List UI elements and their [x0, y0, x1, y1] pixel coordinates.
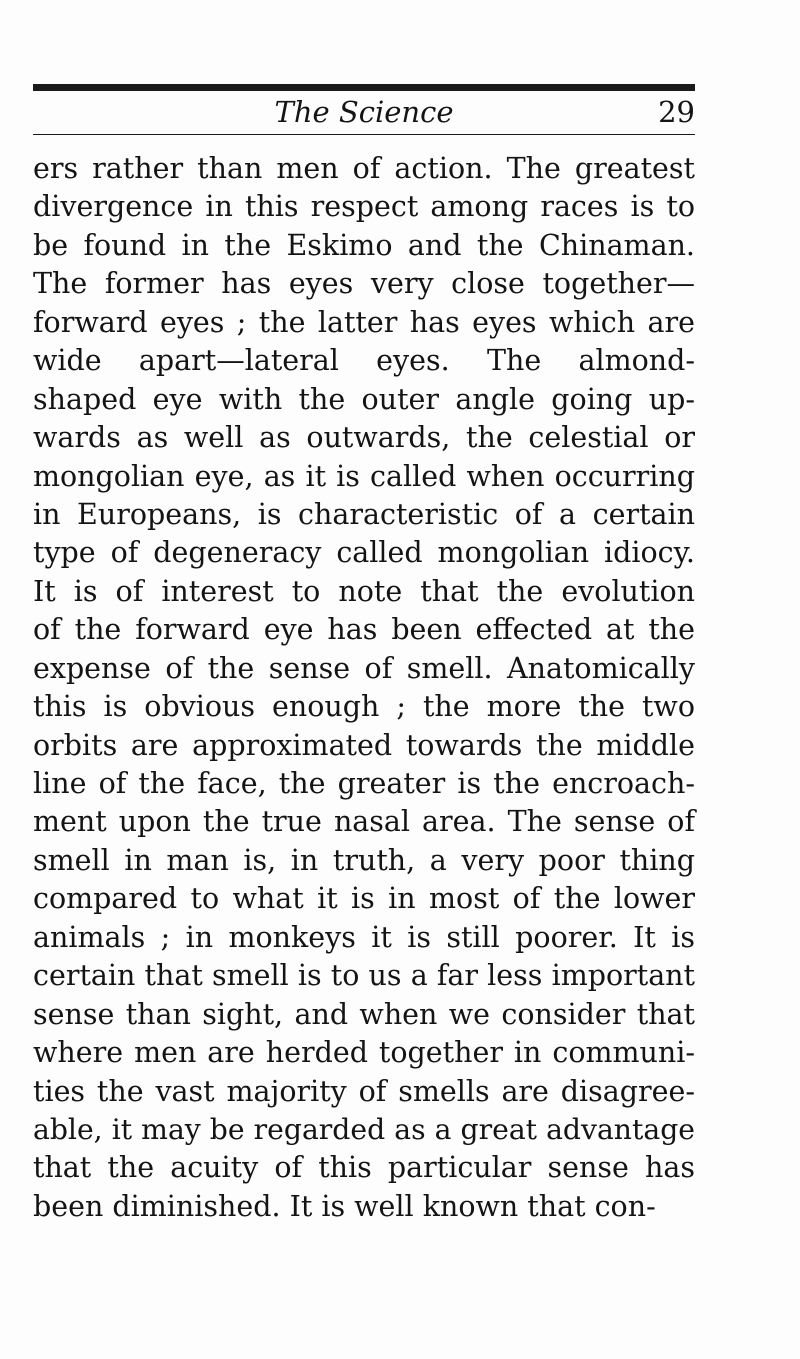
text-line: been diminished. It is well known that con-	[33, 1189, 656, 1223]
text-line: divergence in this respect among races is to	[33, 190, 695, 224]
running-head-title: The Science	[274, 95, 454, 129]
text-line: smell in man is, in truth, a very poor thing	[33, 843, 695, 877]
text-line: wards as well as outwards, the celestial or	[33, 421, 695, 455]
text-line: that the acuity of this particular sense has	[33, 1151, 695, 1185]
text-line: where men are herded together in communi-	[33, 1036, 695, 1070]
text-line: It is of interest to note that the evolution	[33, 574, 695, 608]
text-line: this is obvious enough ; the more the two	[33, 690, 695, 724]
text-line: line of the face, the greater is the encroach-	[33, 767, 695, 800]
text-line: The former has eyes very close together—	[33, 267, 695, 301]
text-line: be found in the Eskimo and the Chinaman.	[33, 228, 695, 262]
text-line: of the forward eye has been effected at the	[33, 613, 695, 647]
body-text	[33, 150, 695, 1226]
text-line: ment upon the true nasal area. The sense of	[33, 805, 695, 839]
text-line: animals ; in monkeys it is still poorer. It is	[33, 920, 695, 954]
text-line: able, it may be regarded as a great advantage	[33, 1112, 695, 1146]
text-line: sense than sight, and when we consider that	[33, 997, 695, 1031]
text-line: mongolian eye, as it is called when occurring	[33, 459, 695, 493]
text-line: shaped eye with the outer angle going up-	[33, 382, 695, 416]
text-line: expense of the sense of smell. Anatomically	[33, 651, 695, 685]
text-line: wide apart—lateral eyes. The almond-	[33, 344, 695, 378]
header-bottom-rule	[33, 134, 695, 135]
page-number: 29	[658, 95, 695, 129]
header-top-rule	[33, 84, 695, 91]
text-line: type of degeneracy called mongolian idiocy.	[33, 536, 695, 570]
text-line: ers rather than men of action. The greatest	[33, 152, 695, 185]
text-line: orbits are approximated towards the middle	[33, 728, 695, 762]
running-head	[33, 92, 695, 132]
text-line: in Europeans, is characteristic of a certain	[33, 497, 695, 531]
text-line: ties the vast majority of smells are disagree-	[33, 1074, 695, 1108]
text-line: certain that smell is to us a far less important	[33, 959, 695, 993]
text-line: forward eyes ; the latter has eyes which are	[33, 305, 695, 339]
text-line: compared to what it is in most of the lower	[33, 882, 695, 916]
